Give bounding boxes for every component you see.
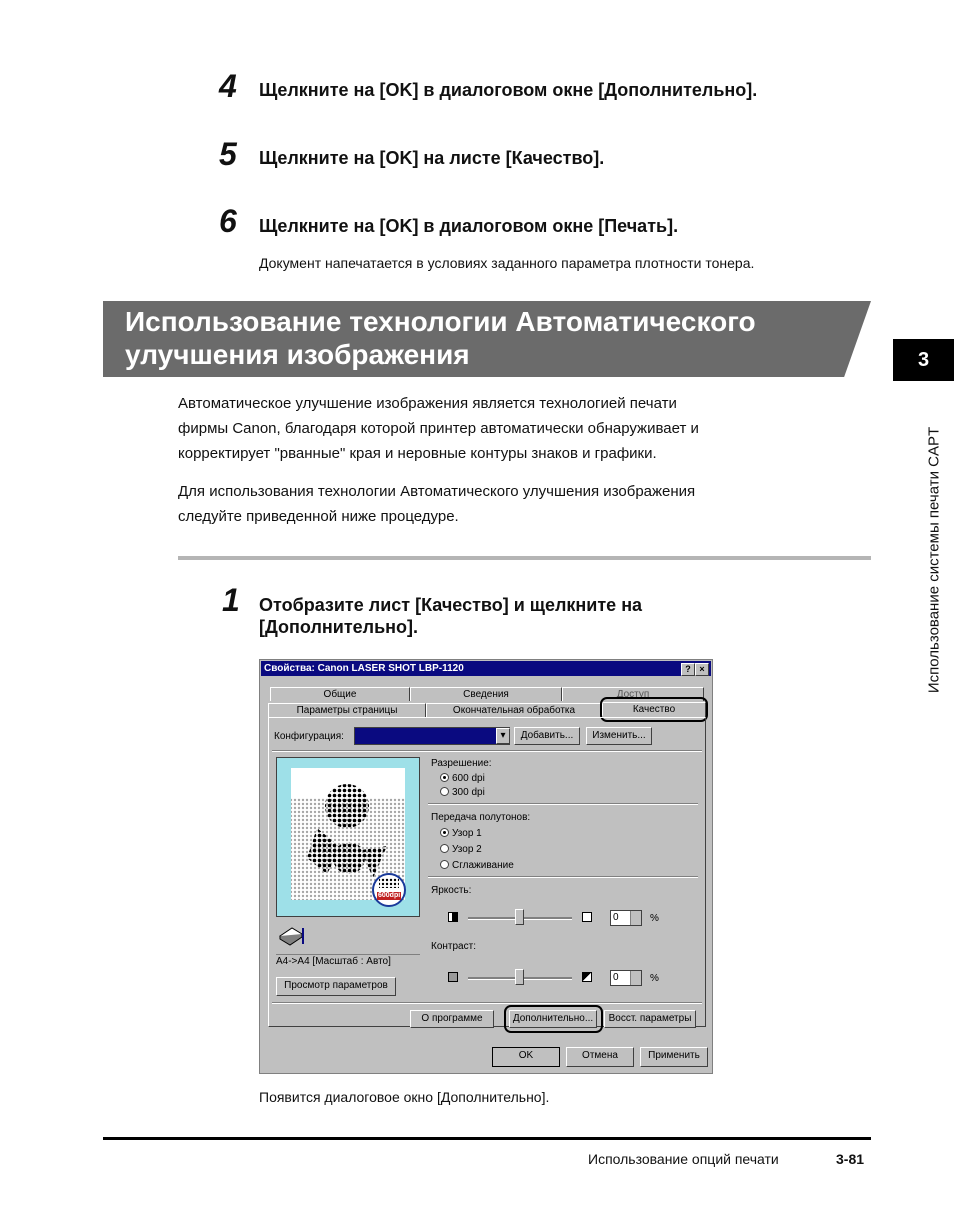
intro-p1-line3: корректирует "рванные" края и неровные контуры знаков и графики.	[178, 445, 657, 462]
tab-quality[interactable]: Качество	[602, 702, 706, 718]
section-title	[125, 305, 756, 371]
halftone-pattern1-option[interactable]	[440, 828, 482, 840]
advanced-button-highlight	[504, 1005, 603, 1033]
view-settings-button[interactable]: Просмотр параметров	[276, 977, 396, 996]
section-divider	[178, 556, 871, 560]
contrast-label: Контраст:	[431, 941, 476, 952]
properties-dialog	[259, 659, 713, 1074]
ok-button[interactable]: OK	[492, 1047, 560, 1067]
halftone-label: Передача полутонов:	[431, 812, 531, 823]
resolution-600-label: 600 dpi	[452, 773, 485, 784]
dark-icon	[448, 912, 458, 922]
halftone-smoothing-label: Сглаживание	[452, 860, 514, 871]
printer-icon	[278, 924, 304, 946]
tab-sharing[interactable]: Доступ	[562, 687, 704, 701]
preview-caption: A4->A4 [Масштаб : Авто]	[276, 954, 420, 968]
halftone-pattern1-label: Узор 1	[452, 828, 482, 839]
dialog-title-bar	[261, 661, 711, 676]
radio-selected-icon	[440, 773, 449, 782]
contrast-input[interactable]: 0	[610, 970, 642, 986]
step-4-text: Щелкните на [OK] в диалоговом окне [Дополнительно].	[259, 80, 758, 100]
contrast-slider[interactable]	[515, 969, 524, 985]
help-button[interactable]: ?	[681, 663, 695, 676]
step-5-text: Щелкните на [OK] на листе [Качество].	[259, 148, 605, 168]
step-1-text	[259, 594, 642, 638]
high-contrast-icon	[582, 972, 592, 982]
intro-p2-line1: Для использования технологии Автоматического улучшения изображения	[178, 483, 696, 500]
apply-button[interactable]: Применить	[640, 1047, 708, 1067]
section-title-line1: Использование технологии Автоматического	[125, 306, 756, 337]
add-button[interactable]: Добавить...	[514, 727, 580, 745]
restore-defaults-button[interactable]: Восст. параметры	[604, 1010, 696, 1028]
low-contrast-icon	[448, 972, 458, 982]
preview-frame	[276, 757, 420, 917]
step-1-line2: [Дополнительно].	[259, 617, 419, 637]
chapter-label	[924, 390, 944, 730]
tab-finishing[interactable]: Окончательная обработка	[426, 703, 602, 717]
radio-selected-icon	[440, 828, 449, 837]
resolution-badge: 600dpi	[378, 892, 401, 899]
close-icon[interactable]: ×	[695, 663, 709, 676]
step-6-number: 6	[219, 203, 237, 239]
result-note: Появится диалоговое окно [Дополнительно].	[259, 1089, 550, 1105]
step-4-number: 4	[219, 68, 237, 104]
config-select[interactable]	[354, 727, 510, 745]
chapter-label-text: Использование системы печати CAPT	[925, 426, 943, 694]
halftone-separator	[428, 876, 698, 878]
resolution-300-label: 300 dpi	[452, 787, 485, 798]
radio-icon	[440, 844, 449, 853]
config-label: Конфигурация:	[274, 731, 344, 742]
intro-paragraph-2	[178, 479, 695, 529]
halftone-pattern2-label: Узор 2	[452, 844, 482, 855]
advanced-button[interactable]: Дополнительно...	[509, 1010, 597, 1028]
radio-icon	[440, 860, 449, 869]
cancel-button[interactable]: Отмена	[566, 1047, 634, 1067]
page-number: 3-81	[836, 1151, 865, 1167]
intro-p2-line2: следуйте приведенной ниже процедуре.	[178, 508, 459, 525]
radio-icon	[440, 787, 449, 796]
config-separator	[272, 750, 702, 752]
step-6-text: Щелкните на [OK] в диалоговом окне [Печать].	[259, 216, 679, 236]
contrast-percent: %	[650, 973, 659, 984]
brightness-slider[interactable]	[515, 909, 524, 925]
bottom-separator	[272, 1002, 702, 1004]
resolution-separator	[428, 803, 698, 805]
brightness-label: Яркость:	[431, 885, 472, 896]
step-1-number: 1	[222, 582, 240, 618]
dialog-title: Свойства: Canon LASER SHOT LBP-1120	[264, 663, 464, 674]
edit-button[interactable]: Изменить...	[586, 727, 652, 745]
tab-page-setup[interactable]: Параметры страницы	[268, 703, 426, 717]
resolution-600-option[interactable]	[440, 773, 485, 785]
about-button[interactable]: О программе	[410, 1010, 494, 1028]
brightness-percent: %	[650, 913, 659, 924]
step-1-line1: Отобразите лист [Качество] и щелкните на	[259, 595, 643, 615]
config-dropdown-button[interactable]: ▾	[496, 728, 510, 744]
chapter-tab: 3	[893, 339, 954, 381]
halftone-pattern2-option[interactable]	[440, 844, 482, 856]
step-5-number: 5	[219, 136, 237, 172]
footer-section: Использование опций печати	[588, 1151, 779, 1167]
resolution-label: Разрешение:	[431, 758, 492, 769]
halftone-smoothing-option[interactable]	[440, 860, 514, 872]
intro-p1-line2: фирмы Canon, благодаря которой принтер автоматически обнаруживает и	[178, 420, 699, 437]
footer-rule	[103, 1137, 871, 1140]
intro-paragraph-1	[178, 391, 699, 466]
intro-p1-line1: Автоматическое улучшение изображения является технологией печати	[178, 395, 677, 412]
tab-details[interactable]: Сведения	[410, 687, 562, 701]
section-title-line2: улучшения изображения	[125, 339, 470, 370]
tab-general[interactable]: Общие	[270, 687, 410, 701]
resolution-300-option[interactable]	[440, 787, 485, 799]
light-icon	[582, 912, 592, 922]
step-6-note: Документ напечатается в условиях заданного параметра плотности тонера.	[259, 255, 755, 271]
brightness-input[interactable]: 0	[610, 910, 642, 926]
